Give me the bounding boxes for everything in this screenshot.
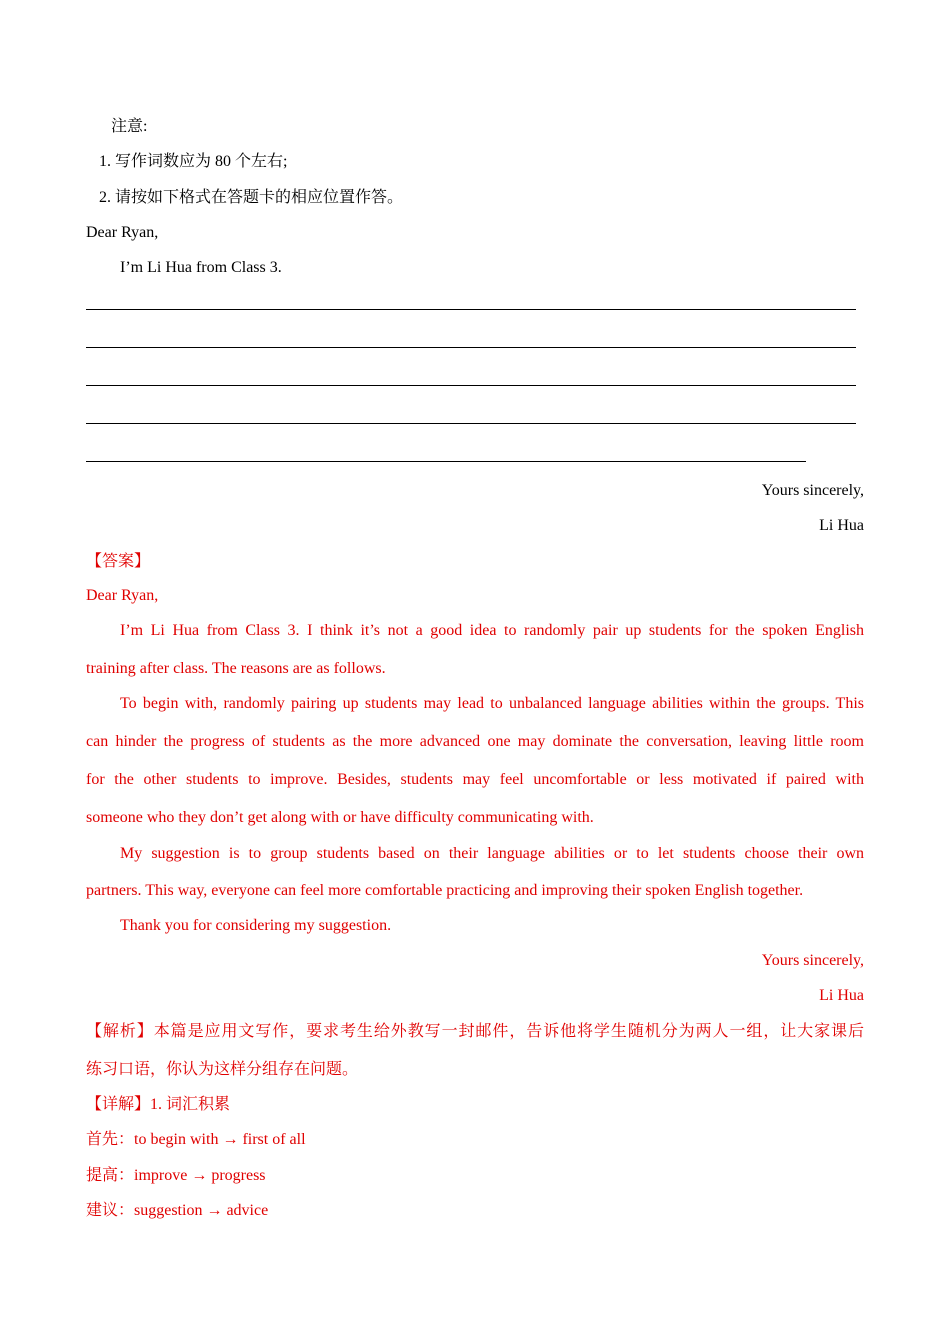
vocab-item-3: 建议：suggestion → advice [86, 1202, 269, 1219]
answer-paragraph-3-line-2: partners. This way, everyone can feel more comfortable practicing and improving their spoken English together. [86, 882, 804, 899]
answer-paragraph-4: Thank you for considering my suggestion. [120, 917, 392, 934]
analysis-line-2: 练习口语，你认为这样分组存在问题。 [86, 1061, 359, 1078]
answer-closing: Yours sincerely, [761, 952, 864, 969]
answer-paragraph-1-line-1: I’m Li Hua from Class 3. I think it’s not a good idea to randomly pair up students for the spoken English [120, 622, 864, 639]
template-signature: Li Hua [819, 517, 864, 534]
answer-paragraph-1-line-2: training after class. The reasons are as follows. [86, 660, 386, 677]
answer-paragraph-2-line-4: someone who they don’t get along with or have difficulty communicating with. [86, 809, 594, 826]
answer-paragraph-2-line-2: can hinder the progress of students as the more advanced one may dominate the conversation, leaving little room [86, 733, 864, 750]
answer-label: 【答案】 [86, 553, 151, 570]
notes-item-1: 1. 写作词数应为 80 个左右; [99, 153, 288, 170]
template-greeting: Dear Ryan, [86, 224, 159, 241]
answer-line-1 [86, 309, 856, 310]
answer-line-4 [86, 423, 856, 424]
answer-paragraph-2-line-1: To begin with, randomly pairing up students may lead to unbalanced language abilities within the groups. This [120, 695, 864, 712]
vocab-item-1: 首先：to begin with → first of all [86, 1131, 306, 1148]
answer-line-5 [86, 461, 806, 462]
answer-paragraph-2-line-3: for the other students to improve. Besides, students may feel uncomfortable or less motivated if paired with [86, 771, 864, 788]
answer-line-2 [86, 347, 856, 348]
notes-item-2: 2. 请按如下格式在答题卡的相应位置作答。 [99, 189, 404, 206]
notes-heading: 注意: [111, 118, 148, 135]
template-closing: Yours sincerely, [761, 482, 864, 499]
analysis-line-1: 【解析】本篇是应用文写作，要求考生给外教写一封邮件，告诉他将学生随机分为两人一组，让大家课后 [86, 1023, 864, 1040]
answer-greeting: Dear Ryan, [86, 587, 159, 604]
answer-paragraph-3-line-1: My suggestion is to group students based on their language abilities or to let students choose their own [120, 845, 864, 862]
answer-signature: Li Hua [819, 987, 864, 1004]
detail-heading: 【详解】1. 词汇积累 [86, 1096, 231, 1113]
answer-line-3 [86, 385, 856, 386]
vocab-item-2: 提高：improve → progress [86, 1167, 266, 1184]
template-opening: I’m Li Hua from Class 3. [120, 259, 282, 276]
